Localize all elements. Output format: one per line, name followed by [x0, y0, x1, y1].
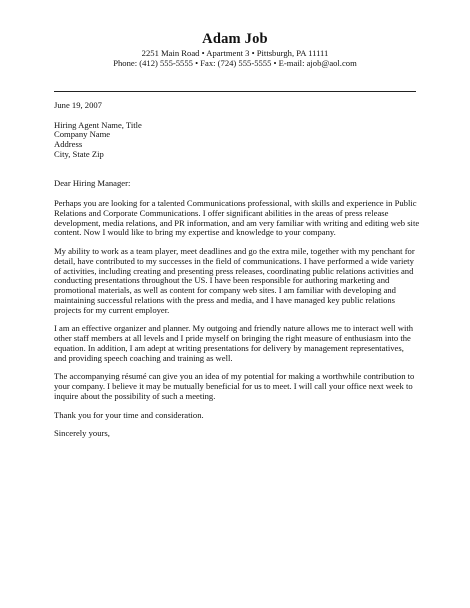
paragraph-line: projects for my current employer. [54, 304, 170, 315]
letterhead-divider [54, 91, 416, 92]
paragraph [54, 199, 434, 238]
recipient-line: City, State Zip [54, 148, 104, 159]
paragraph-line: My ability to work as a team player, meet deadlines and go the extra mile, together with my penchant for [54, 245, 415, 256]
paragraph-line: your company. I believe it may be mutually beneficial for us to meet. I will call your office next week to [54, 381, 413, 392]
letter-body [54, 101, 434, 439]
paragraph [54, 247, 434, 316]
paragraph-line: equation. In addition, I am adept at writing presentations for delivery by management representatives, [54, 342, 404, 353]
paragraph-line: Relations and Corporate Communications. I offer significant abilities in the areas of press release [54, 207, 389, 218]
paragraph [54, 372, 434, 401]
sender-address: 2251 Main Road • Apartment 3 • Pittsburgh, PA 11111 [141, 48, 329, 58]
paragraph-line: content. Now I would like to bring my expertise and knowledge to your company. [54, 227, 336, 238]
paragraph-line: development, media relations, and PR information, and am very familiar with writing and editing web site [54, 217, 420, 228]
paragraph-line: The accompanying résumé can give you an idea of my potential for making a worthwhile contribution to [54, 371, 415, 382]
paragraph [54, 411, 434, 421]
salutation: Dear Hiring Manager: [54, 178, 131, 189]
closing: Sincerely yours, [54, 428, 110, 439]
paragraph-line: detail, have contributed to my successes in the field of communications. I have performed a wide variety [54, 255, 414, 266]
recipient-line: Company Name [54, 129, 111, 140]
recipient-block [54, 121, 434, 160]
paragraph-line: and providing speech coaching and training as well. [54, 352, 233, 363]
paragraph-line: of activities, including creating and presenting press releases, coordinating public relations activities and [54, 265, 414, 276]
recipient-line: Hiring Agent Name, Title [54, 119, 142, 130]
paragraph-line: maintaining successful relations with the press and media, and I have managed key public relations [54, 294, 396, 305]
sender-contact: Phone: (412) 555-5555 • Fax: (724) 555-5555 • E-mail: ajob@aol.com [113, 58, 357, 68]
paragraph-line: inquire about the possibility of such a meeting. [54, 390, 216, 401]
letterhead [0, 30, 470, 68]
sender-name: Adam Job [202, 31, 268, 47]
letter-date: June 19, 2007 [54, 100, 102, 110]
paragraph-line: other staff members at all levels and I pride myself on bringing the right measure of enthusiasm into the [54, 333, 411, 344]
recipient-line: Address [54, 139, 83, 150]
paragraph-line: conducting presentations throughout the US. I have been responsible for authoring marketing and [54, 275, 390, 286]
paragraph [54, 324, 434, 363]
paragraph-line: Perhaps you are looking for a talented Communications professional, with skills and experience in Public [54, 197, 417, 208]
paragraph-line: I am an effective organizer and planner. My outgoing and friendly nature allows me to interact well with [54, 323, 414, 334]
paragraph-line: Thank you for your time and consideration. [54, 409, 204, 420]
paragraph-line: promotional materials, as well as content for company web sites. I am familiar with developing and [54, 285, 396, 296]
